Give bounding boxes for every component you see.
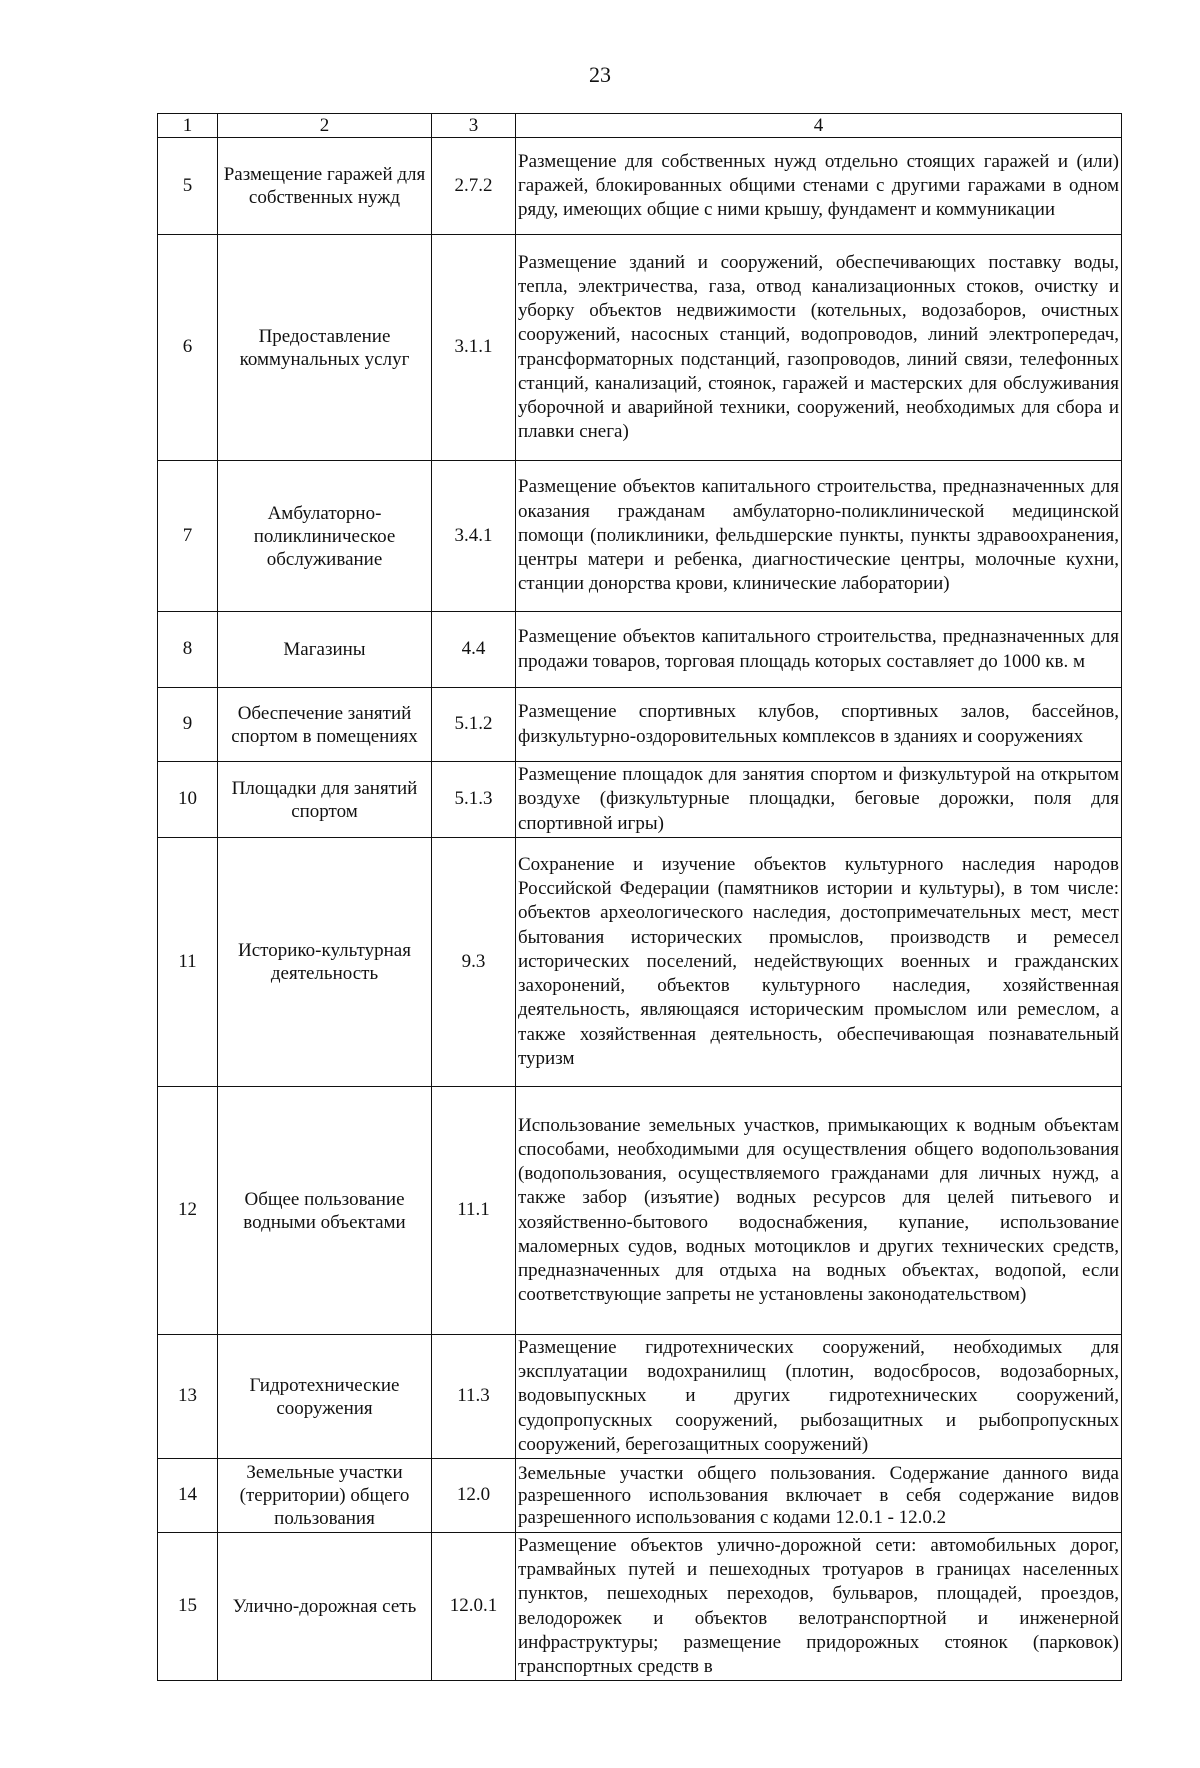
table-row — [158, 612, 1122, 688]
row-description: Сохранение и изучение объектов культурного наследия народов Российской Федерации (памятников истории и культуры), в том числе: объектов археологического наследия, достопримечательных мест, мест бытования исторических промыслов, производств и ремесел исторических поселений, недействующих военных и гражданских захоронений, объектов культурного наследия, хозяйственная деятельность, являющаяся историческим промыслом или ремеслом, а также хозяйственная деятельность, обеспечивающая познавательный туризм — [516, 838, 1122, 1087]
row-description: Размещение для собственных нужд отдельно стоящих гаражей и (или) гаражей, блокированных общими стенами с другими гаражами в одном ряду, имеющих общие с ними крышу, фундамент и коммуникации — [516, 138, 1122, 235]
table-row — [158, 138, 1122, 235]
table-row — [158, 235, 1122, 461]
table-row — [158, 838, 1122, 1087]
row-description: Размещение гидротехнических сооружений, необходимых для эксплуатации водохранилищ (плотин, водосбросов, водозаборных, водовыпускных и других гидротехнических сооружений, судопропускных сооружений, рыбозащитных и рыбопропускных сооружений, берегозащитных сооружений) — [516, 1335, 1122, 1459]
row-description: Размещение зданий и сооружений, обеспечивающих поставку воды, тепла, электричества, газа, отвод канализационных стоков, очистку и уборку объектов недвижимости (котельных, водозаборов, очистных сооружений, насосных станций, водопроводов, линий электропередач, трансформаторных подстанций, газопроводов, линий связи, телефонных станций, канализаций, стоянок, гаражей и мастерских для обслуживания уборочной и аварийной техники, сооружений, необходимых для сбора и плавки снега) — [516, 235, 1122, 461]
row-use-name: Предоставление коммунальных услуг — [218, 235, 432, 461]
row-code: 4.4 — [432, 612, 516, 688]
row-description: Размещение объектов капитального строительства, предназначенных для продажи товаров, торговая площадь которых составляет до 1000 кв. м — [516, 612, 1122, 688]
row-number: 13 — [158, 1335, 218, 1459]
row-description: Использование земельных участков, примыкающих к водным объектам способами, необходимыми для осуществления общего водопользования (водопользования, осуществляемого гражданами для личных нужд, а также забор (изъятие) водных ресурсов для целей питьевого и хозяйственно-бытового водоснабжения, купание, использование маломерных судов, водных мотоциклов и других технических средств, предназначенных для отдыха на водных объектах, водопой, если соответствующие запреты не установлены законодательством) — [516, 1087, 1122, 1335]
row-use-name: Амбулаторно-поликлиническое обслуживание — [218, 461, 432, 612]
table-header-row — [158, 114, 1122, 138]
row-use-name: Земельные участки (территории) общего пользования — [218, 1459, 432, 1533]
row-number: 12 — [158, 1087, 218, 1335]
land-use-table — [157, 113, 1122, 1681]
row-number: 9 — [158, 688, 218, 762]
row-use-name: Размещение гаражей для собственных нужд — [218, 138, 432, 235]
table-row — [158, 461, 1122, 612]
row-number: 6 — [158, 235, 218, 461]
row-code: 5.1.3 — [432, 762, 516, 838]
row-description: Размещение объектов улично-дорожной сети: автомобильных дорог, трамвайных путей и пешеходных тротуаров в границах населенных пунктов, пешеходных переходов, бульваров, площадей, проездов, велодорожек и объектов велотранспортной и инженерной инфраструктуры; размещение придорожных стоянок (парковок) транспортных средств в — [516, 1533, 1122, 1681]
row-number: 8 — [158, 612, 218, 688]
row-use-name: Гидротехнические сооружения — [218, 1335, 432, 1459]
row-code: 5.1.2 — [432, 688, 516, 762]
row-description: Размещение объектов капитального строительства, предназначенных для оказания гражданам амбулаторно-поликлинической медицинской помощи (поликлиники, фельдшерские пункты, пункты здравоохранения, центры матери и ребенка, диагностические центры, молочные кухни, станции донорства крови, клинические лаборатории) — [516, 461, 1122, 612]
row-code: 9.3 — [432, 838, 516, 1087]
row-number: 15 — [158, 1533, 218, 1681]
table-row — [158, 1087, 1122, 1335]
row-code: 12.0.1 — [432, 1533, 516, 1681]
row-code: 2.7.2 — [432, 138, 516, 235]
header-col-1: 1 — [158, 114, 218, 138]
row-use-name: Обеспечение занятий спортом в помещениях — [218, 688, 432, 762]
header-col-2: 2 — [218, 114, 432, 138]
page-number: 23 — [589, 62, 611, 87]
row-use-name: Общее пользование водными объектами — [218, 1087, 432, 1335]
row-code: 3.1.1 — [432, 235, 516, 461]
row-code: 12.0 — [432, 1459, 516, 1533]
row-number: 7 — [158, 461, 218, 612]
table-row — [158, 688, 1122, 762]
header-col-4: 4 — [516, 114, 1122, 138]
row-number: 10 — [158, 762, 218, 838]
table-row — [158, 1459, 1122, 1533]
table-row — [158, 1335, 1122, 1459]
row-number: 11 — [158, 838, 218, 1087]
row-description: Земельные участки общего пользования. Содержание данного вида разрешенного использования включает в себя содержание видов разрешенного использования с кодами 12.0.1 - 12.0.2 — [516, 1459, 1122, 1533]
row-code: 11.1 — [432, 1087, 516, 1335]
table-row — [158, 1533, 1122, 1681]
row-number: 5 — [158, 138, 218, 235]
row-description: Размещение спортивных клубов, спортивных залов, бассейнов, физкультурно-оздоровительных комплексов в зданиях и сооружениях — [516, 688, 1122, 762]
row-code: 3.4.1 — [432, 461, 516, 612]
row-use-name: Историко-культурная деятельность — [218, 838, 432, 1087]
row-code: 11.3 — [432, 1335, 516, 1459]
header-col-3: 3 — [432, 114, 516, 138]
row-number: 14 — [158, 1459, 218, 1533]
row-use-name: Магазины — [218, 612, 432, 688]
row-use-name: Улично-дорожная сеть — [218, 1533, 432, 1681]
table-row — [158, 762, 1122, 838]
row-use-name: Площадки для занятий спортом — [218, 762, 432, 838]
row-description: Размещение площадок для занятия спортом и физкультурой на открытом воздухе (физкультурные площадки, беговые дорожки, поля для спортивной игры) — [516, 762, 1122, 838]
